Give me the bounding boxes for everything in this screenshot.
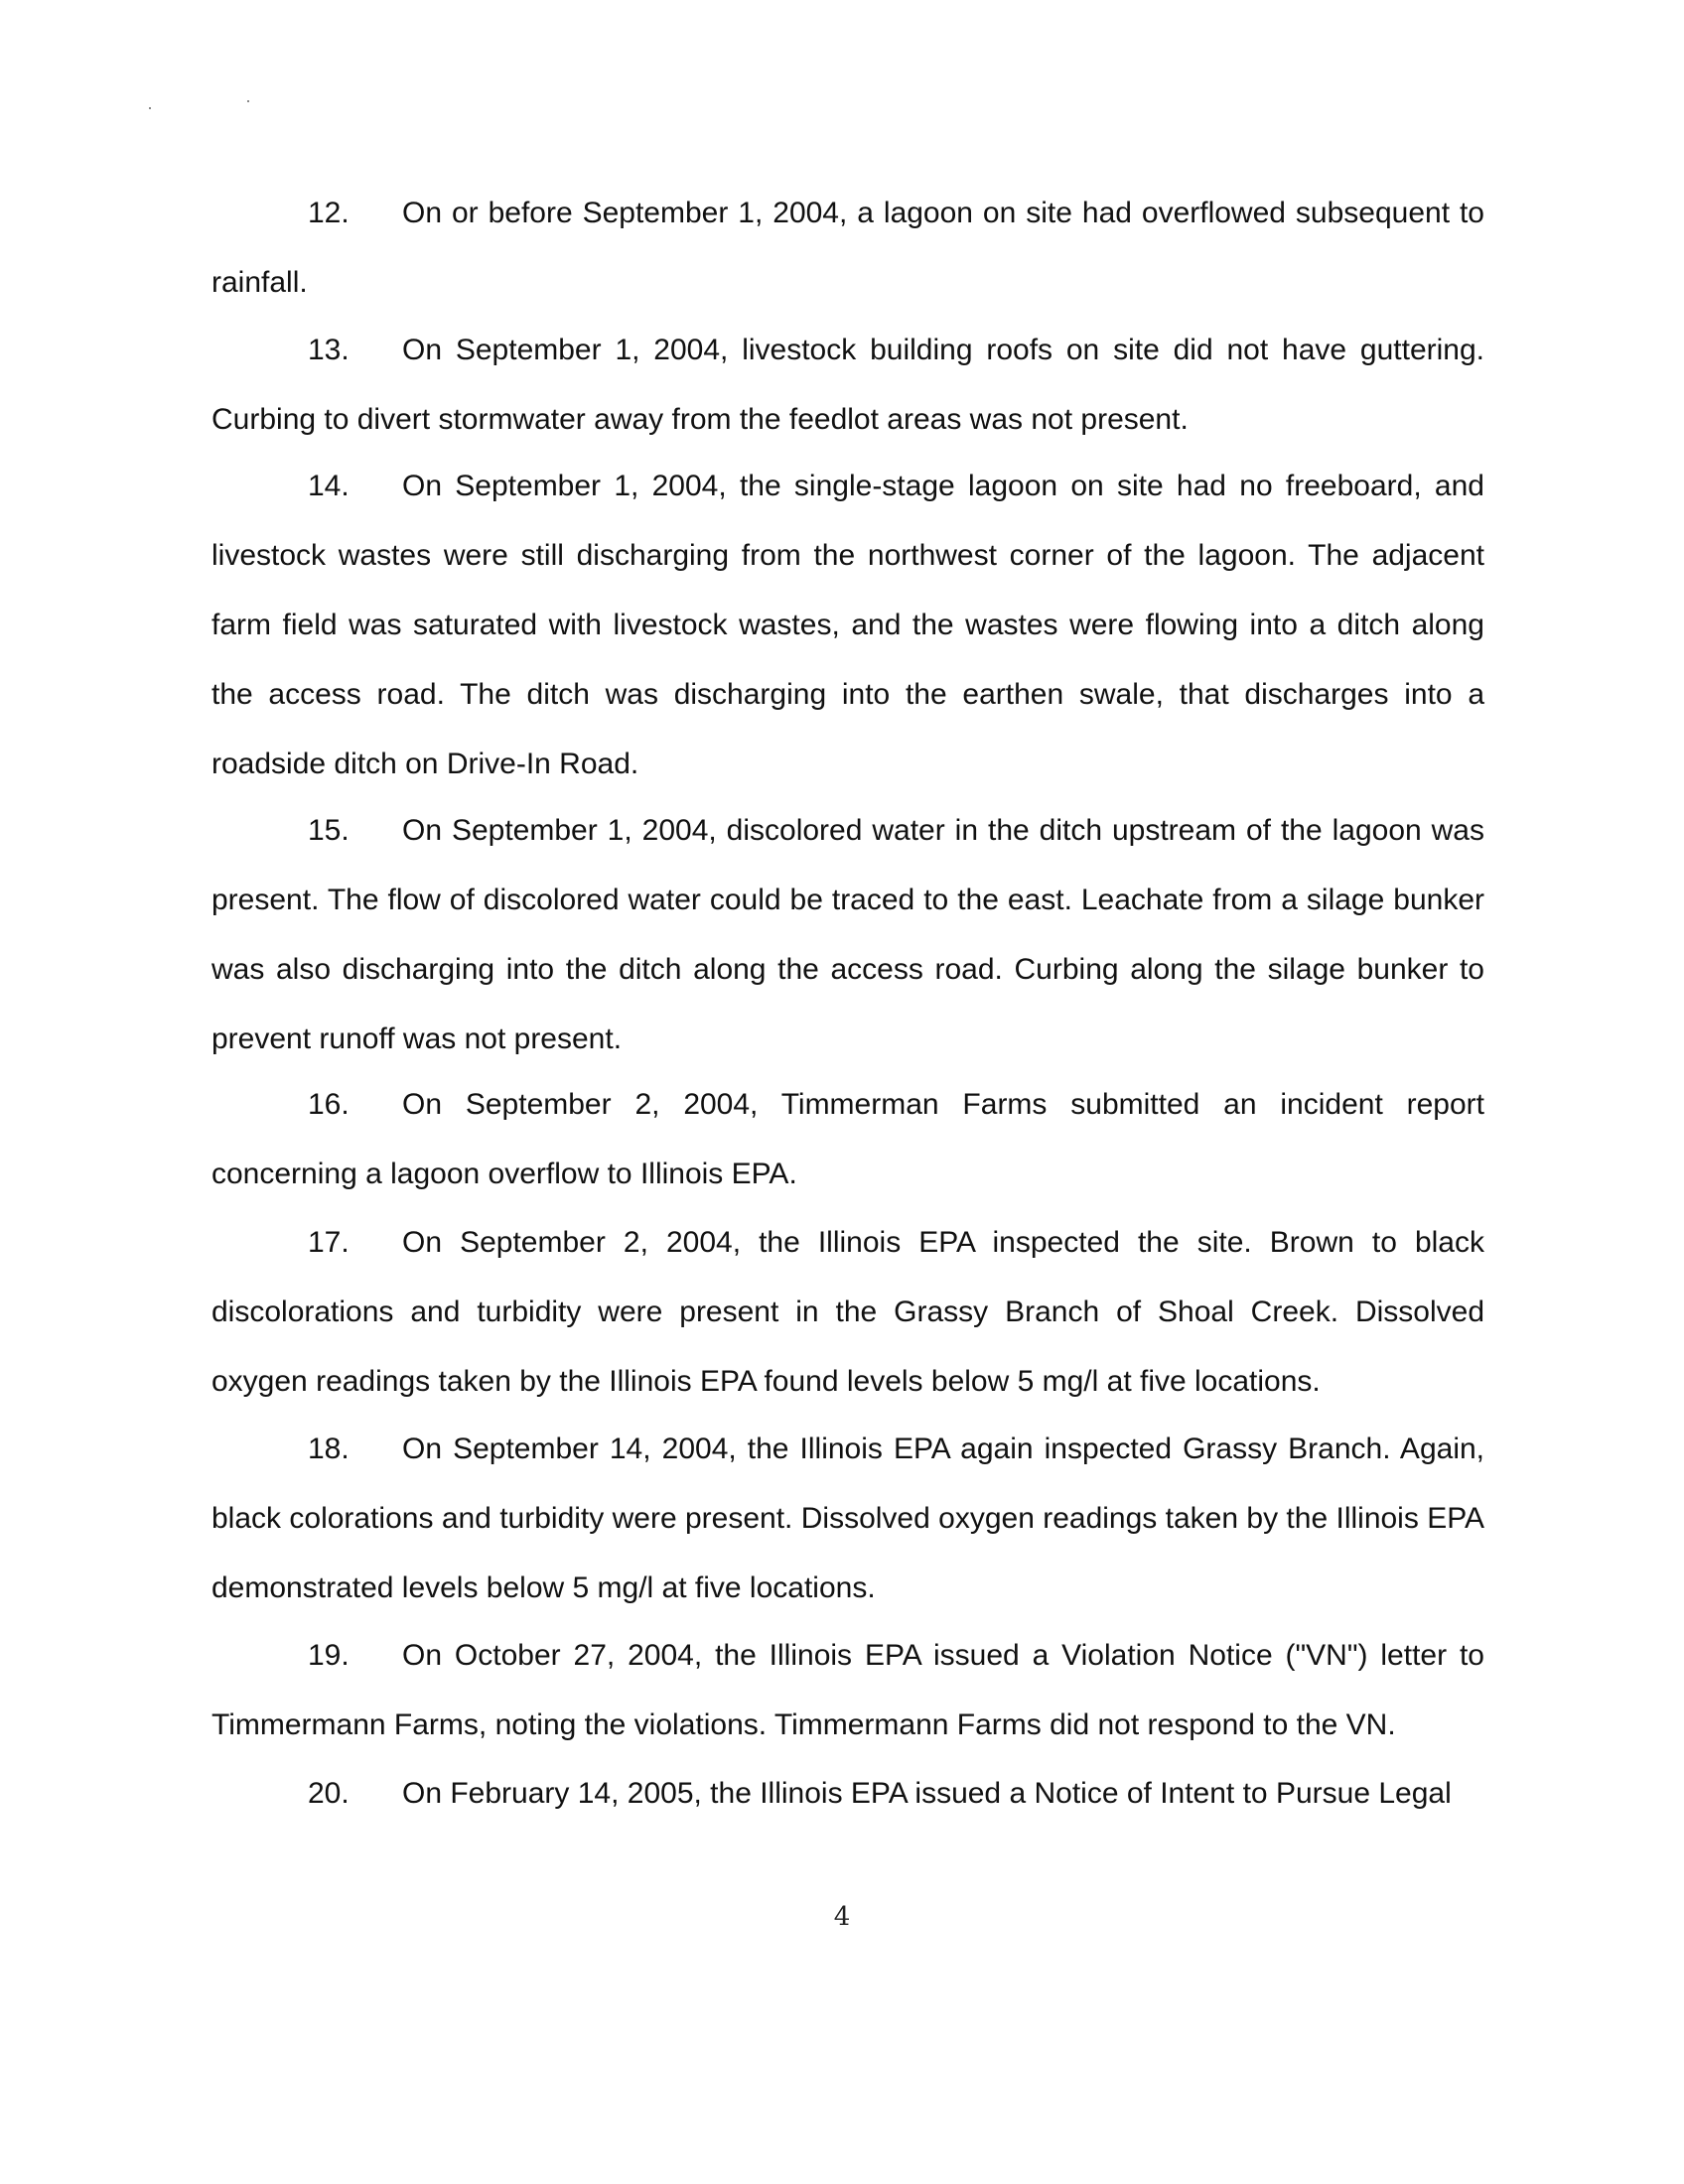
paragraph-13 <box>211 316 1484 455</box>
paragraph-number: 17. <box>308 1226 350 1259</box>
paragraph-text: On February 14, 2005, the Illinois EPA issued a Notice of Intent to Pursue Legal <box>402 1777 1452 1810</box>
paragraph-19 <box>211 1621 1484 1760</box>
paragraph-number: 18. <box>308 1433 350 1465</box>
paragraph-number: 19. <box>308 1639 350 1672</box>
paragraph-text: On or before September 1, 2004, a lagoon on site had overflowed subsequent to rainfall. <box>211 197 1484 299</box>
page-number: 4 <box>833 1902 851 1932</box>
scan-artifact <box>149 107 151 109</box>
paragraph-18 <box>211 1415 1484 1623</box>
scan-artifact <box>247 100 249 102</box>
paragraph-text: On September 14, 2004, the Illinois EPA again inspected Grassy Branch. Again, black colorations and turbidity were present. Dissolved oxygen readings taken by the Illinois EPA demonstrated levels below 5 mg/l at five locations. <box>211 1433 1484 1604</box>
paragraph-12 <box>211 179 1484 318</box>
paragraph-text: On September 1, 2004, livestock building roofs on site did not have guttering. Curbing to divert stormwater away from the feedlot areas was not present. <box>211 334 1484 436</box>
paragraph-number: 20. <box>308 1777 350 1810</box>
paragraph-text: On September 2, 2004, the Illinois EPA inspected the site. Brown to black discolorations and turbidity were present in the Grassy Branch of Shoal Creek. Dissolved oxygen readings taken by the Illinois EPA found levels below 5 mg/l at five locations. <box>211 1226 1484 1398</box>
paragraph-14 <box>211 452 1484 799</box>
paragraph-number: 12. <box>308 197 350 229</box>
paragraph-number: 16. <box>308 1088 350 1121</box>
paragraph-17 <box>211 1208 1484 1417</box>
paragraph-number: 14. <box>308 470 350 502</box>
paragraph-number: 13. <box>308 334 350 366</box>
paragraph-text: On October 27, 2004, the Illinois EPA issued a Violation Notice ("VN") letter to Timmermann Farms, noting the violations. Timmermann Farms did not respond to the VN. <box>211 1639 1484 1741</box>
paragraph-text: On September 1, 2004, discolored water in the ditch upstream of the lagoon was present. The flow of discolored water could be traced to the east. Leachate from a silage bunker was also discharging into the ditch along the access road. Curbing along the silage bunker to prevent runoff was not present. <box>211 814 1484 1055</box>
paragraph-15 <box>211 796 1484 1074</box>
paragraph-20 <box>211 1759 1484 1829</box>
paragraph-text: On September 1, 2004, the single-stage lagoon on site had no freeboard, and livestock wastes were still discharging from the northwest corner of the lagoon. The adjacent farm field was saturated with livestock wastes, and the wastes were flowing into a ditch along the access road. The ditch was discharging into the earthen swale, that discharges into a roadside ditch on Drive-In Road. <box>211 470 1484 780</box>
paragraph-16 <box>211 1070 1484 1209</box>
paragraph-text: On September 2, 2004, Timmerman Farms submitted an incident report concerning a lagoon overflow to Illinois EPA. <box>211 1088 1484 1190</box>
paragraph-number: 15. <box>308 814 350 847</box>
